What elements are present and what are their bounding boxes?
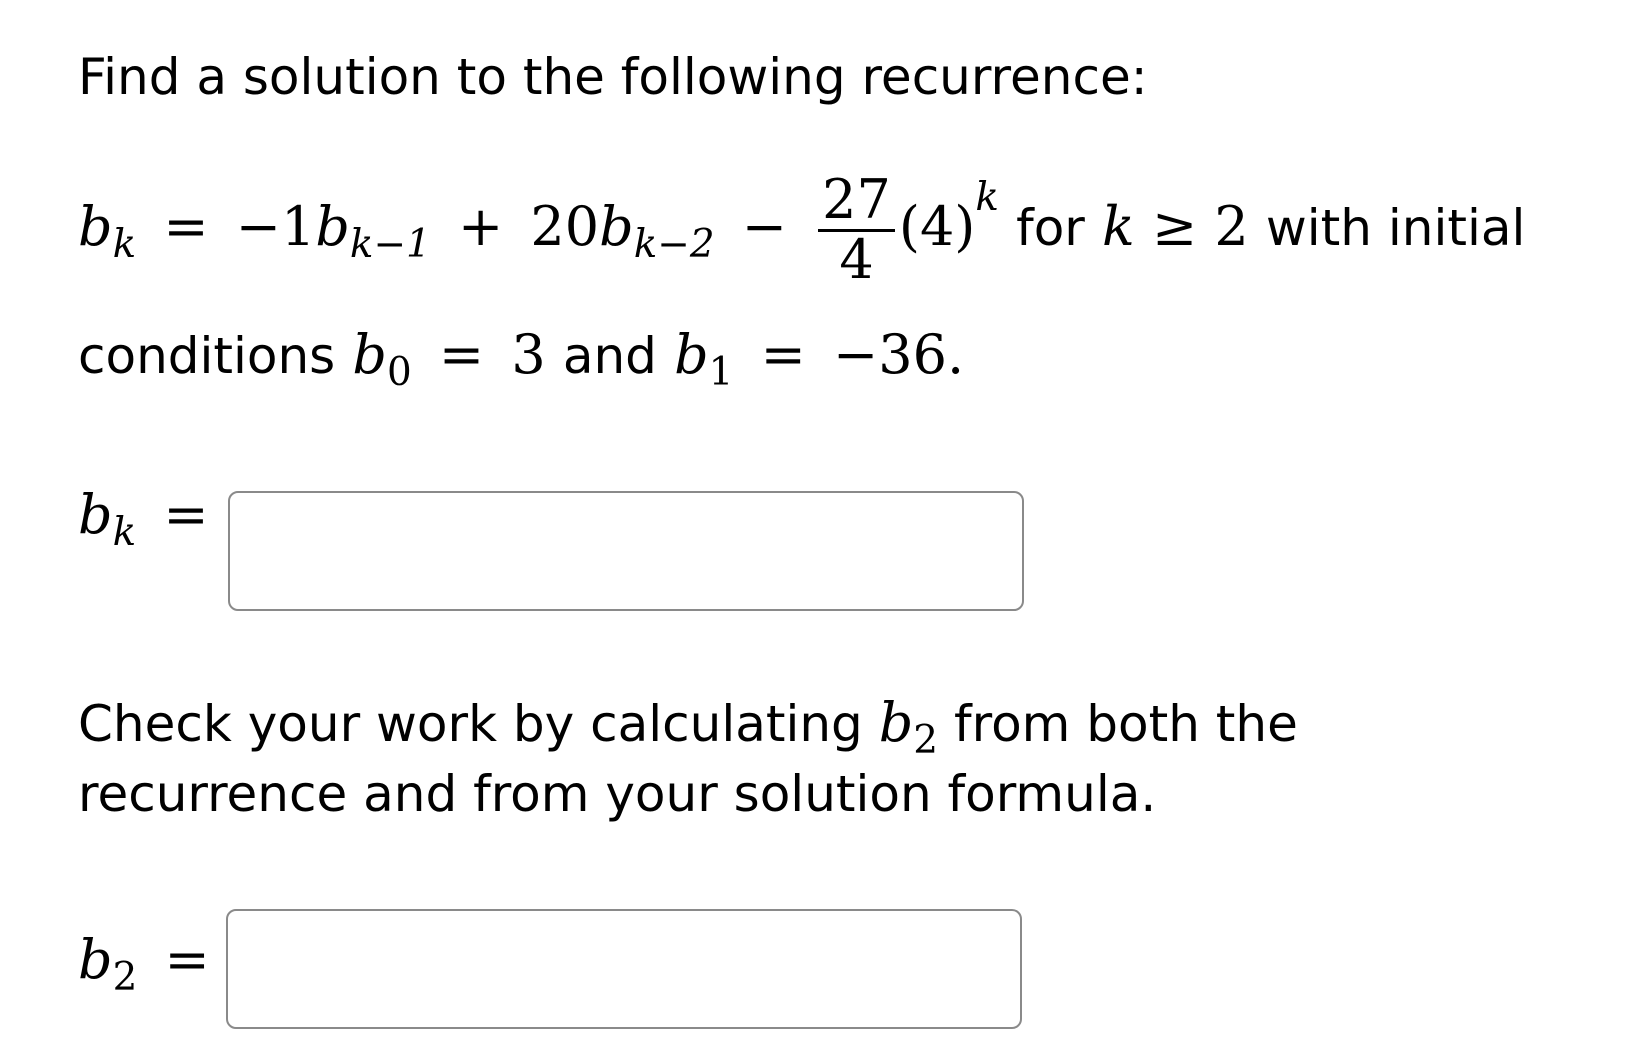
condition-variable: k xyxy=(1102,194,1135,258)
check-line-1 xyxy=(78,691,1298,764)
for-text: for xyxy=(1016,198,1085,257)
with-initial-text: with initial xyxy=(1265,198,1526,257)
conditions-text: conditions xyxy=(78,327,336,385)
term2-subscript: k−2 xyxy=(633,222,715,268)
term1-subscript: k−1 xyxy=(349,222,431,268)
check-subscript: 2 xyxy=(913,718,939,764)
condition-operator: ≥ xyxy=(1151,194,1198,258)
lhs-variable: b xyxy=(78,194,113,258)
bk-answer-label xyxy=(78,483,219,556)
fraction-denominator: 4 xyxy=(839,227,874,291)
period: . xyxy=(946,323,965,386)
lhs-subscript: k xyxy=(112,222,137,268)
recurrence-equation xyxy=(78,168,1526,291)
fraction xyxy=(818,168,895,291)
b1-value: −36 xyxy=(833,323,947,386)
bk-label-subscript: k xyxy=(112,510,137,556)
check-variable: b xyxy=(878,691,914,754)
bk-answer-input[interactable] xyxy=(228,491,1024,611)
condition-value: 2 xyxy=(1214,194,1249,258)
equals-sign: = xyxy=(163,194,209,258)
b0-value: 3 xyxy=(511,323,546,386)
fraction-numerator: 27 xyxy=(818,172,895,232)
bk-label-variable: b xyxy=(78,483,113,546)
b1-equals: = xyxy=(760,323,806,386)
b1-variable: b xyxy=(674,323,709,386)
power-base: (4) xyxy=(898,194,976,258)
check-line-1-pre: Check your work by calculating xyxy=(78,695,863,753)
minus-sign: − xyxy=(741,194,787,258)
b2-label-subscript: 2 xyxy=(112,955,138,1001)
plus-sign: + xyxy=(457,194,504,258)
term2-variable: b xyxy=(599,194,634,258)
b0-subscript: 0 xyxy=(386,350,412,396)
bk-label-equals: = xyxy=(163,483,209,546)
problem-intro: Find a solution to the following recurrence: xyxy=(78,48,1148,106)
check-line-1-post: from both the xyxy=(954,695,1298,753)
term1-variable: b xyxy=(315,194,350,258)
and-text: and xyxy=(562,327,657,385)
power-exponent: k xyxy=(975,174,999,220)
b2-answer-input[interactable] xyxy=(226,909,1022,1029)
b0-variable: b xyxy=(352,323,387,386)
check-line-2: recurrence and from your solution formula. xyxy=(78,765,1157,823)
b2-label-equals: = xyxy=(164,928,210,991)
coefficient-1: −1 xyxy=(235,194,316,258)
coefficient-2: 20 xyxy=(530,194,600,258)
b1-subscript: 1 xyxy=(708,350,734,396)
b2-answer-label xyxy=(78,928,220,1001)
b2-label-variable: b xyxy=(78,928,113,991)
b0-equals: = xyxy=(438,323,485,386)
initial-conditions xyxy=(78,323,965,396)
